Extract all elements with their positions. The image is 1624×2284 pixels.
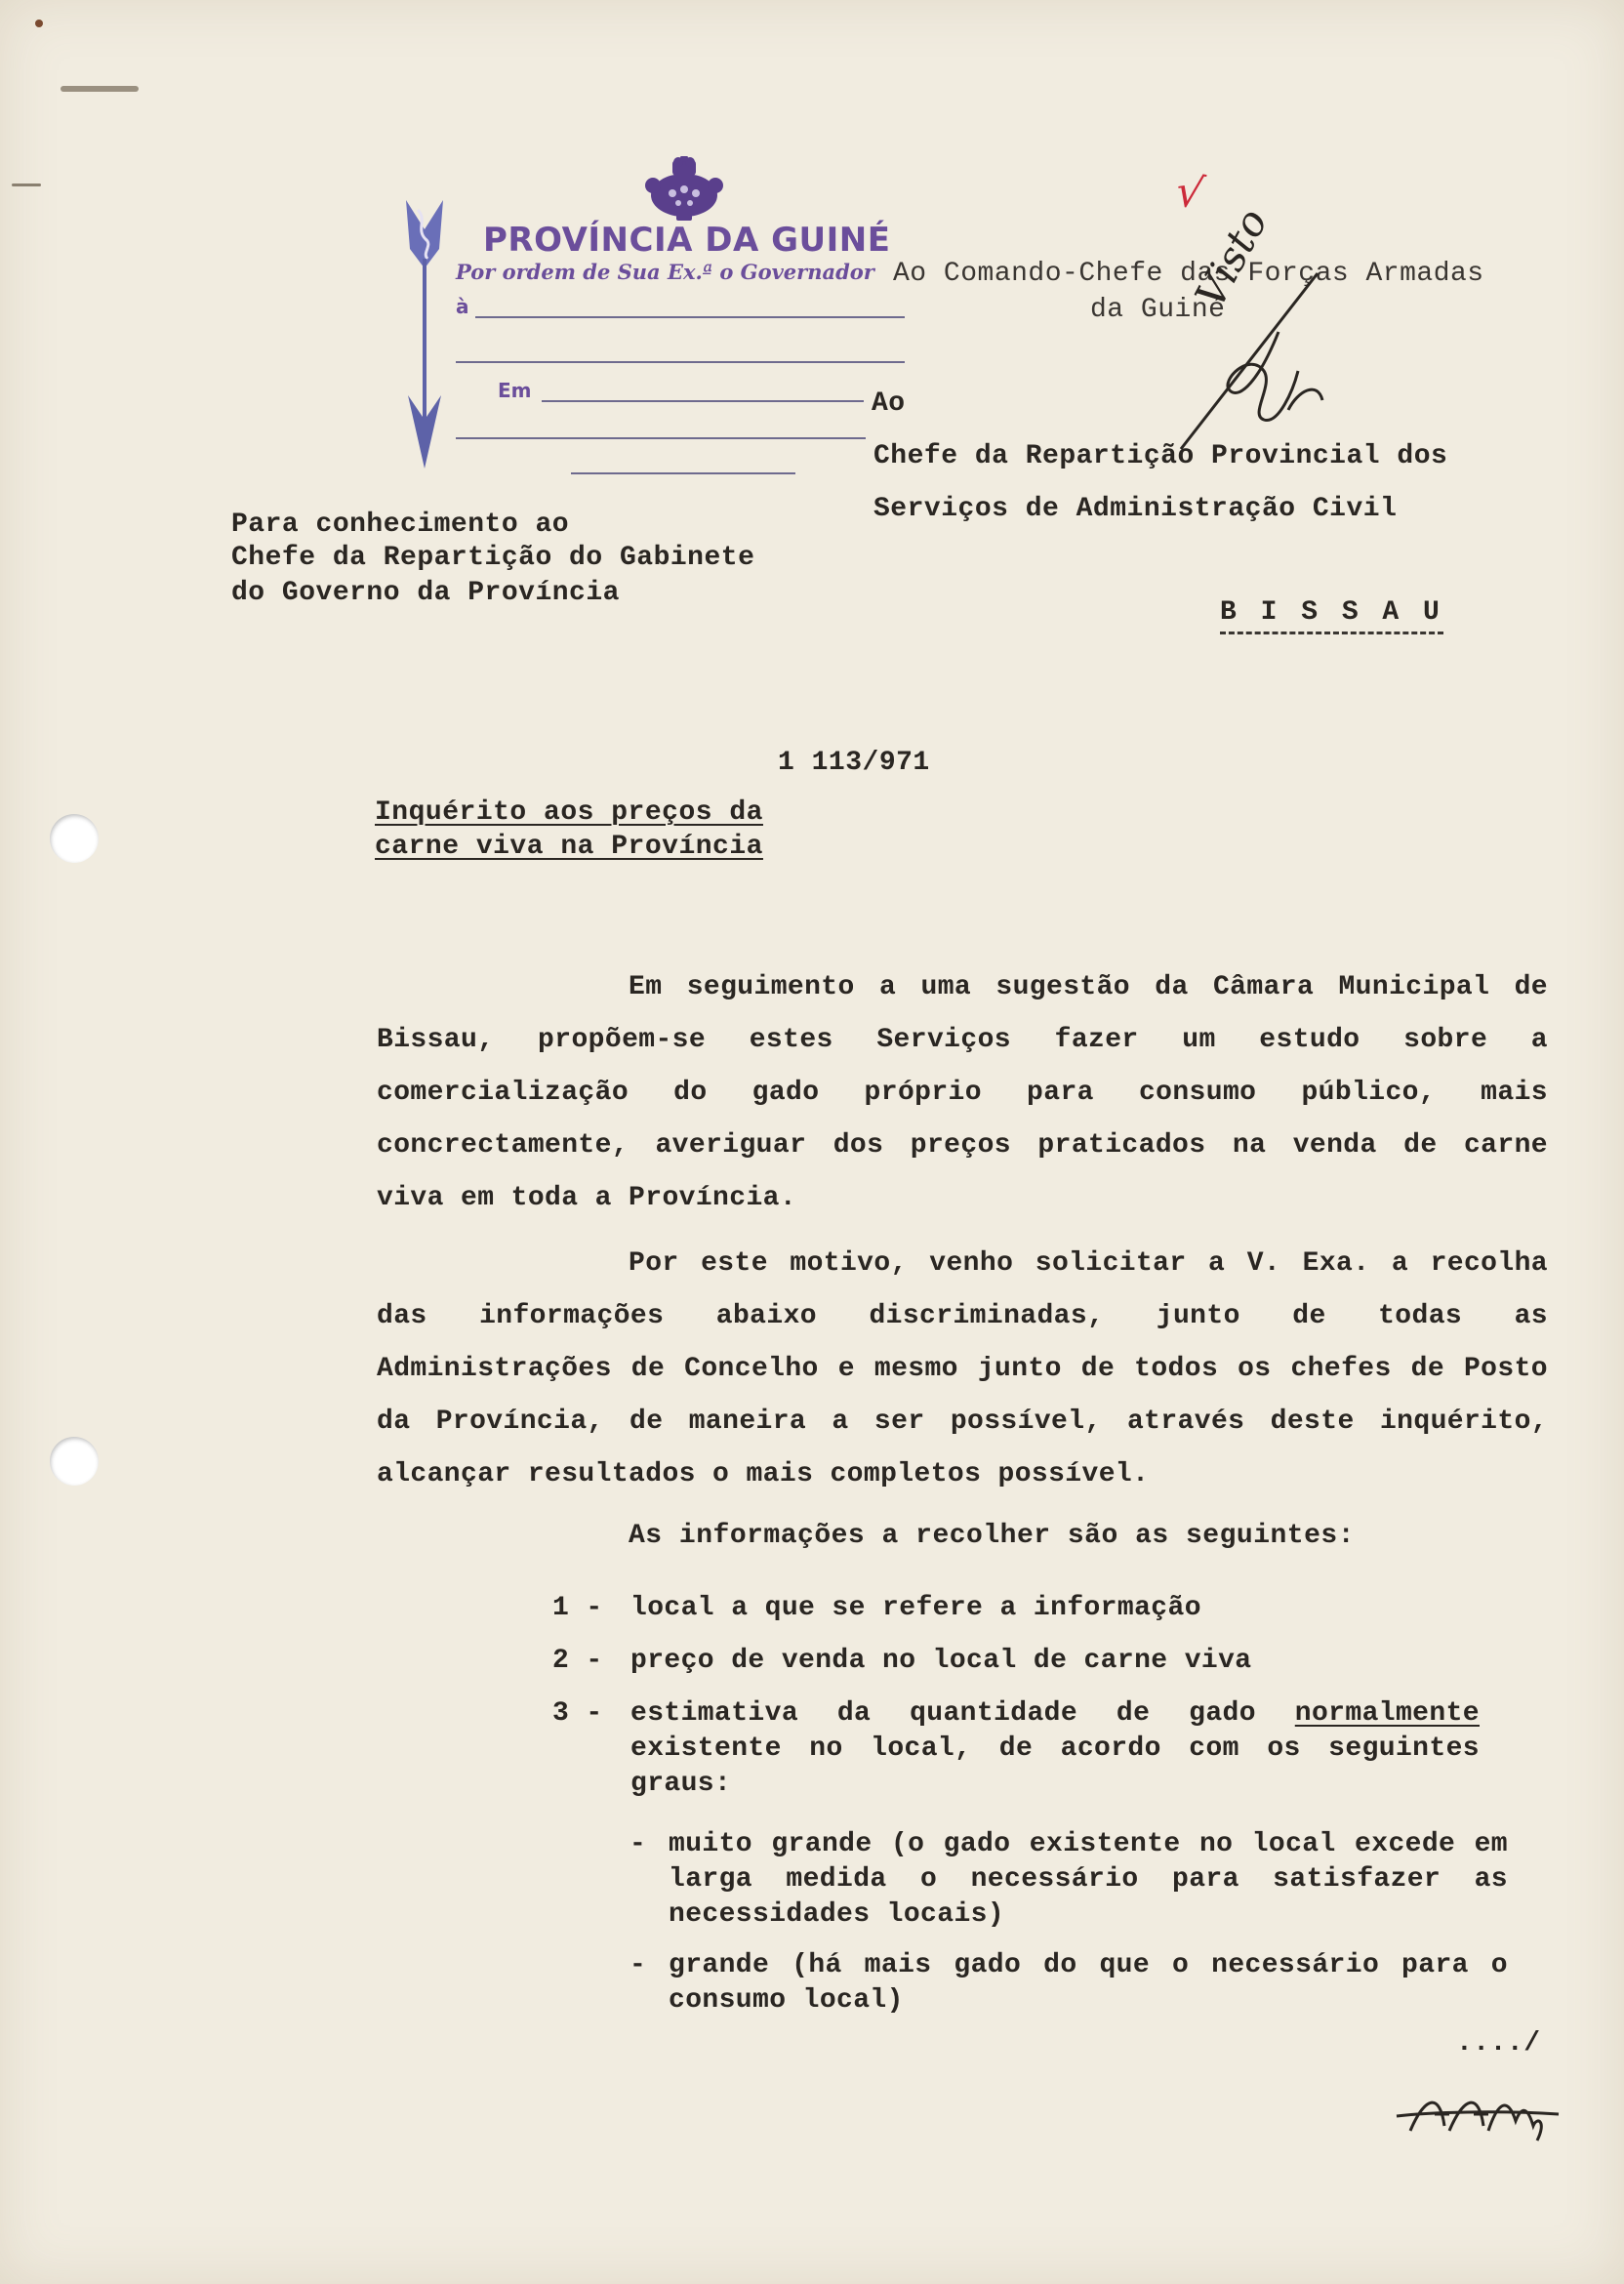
stain — [12, 184, 41, 186]
punch-hole — [50, 1437, 99, 1486]
sub-item-muito-grande: - muito grande (o gado existente no local excede em larga medida o necessário para satisfazer as necessidades locais) — [629, 1829, 1508, 1930]
handwritten-signature-icon — [1171, 244, 1347, 459]
addressee-city: B I S S A U — [1220, 597, 1443, 634]
addressee-secondary-line2: Serviços de Administração Civil — [873, 494, 1398, 524]
addressee-primary-line2: da Guiné — [1090, 295, 1226, 325]
handwritten-visto: Visto — [1186, 200, 1278, 316]
handwritten-initials-icon — [1391, 2077, 1566, 2145]
addressee-secondary-line1: Chefe da Repartição Provincial dos — [873, 441, 1448, 471]
stamp-rule — [456, 437, 866, 439]
stain — [35, 20, 43, 27]
stamp-rule — [542, 400, 864, 402]
stamp-title: PROVÍNCIA DA GUINÉ — [483, 221, 891, 260]
stamp-rule — [475, 316, 905, 318]
addressee-primary-line1: Ao Comando-Chefe das Forças Armadas — [893, 259, 1484, 289]
list-item-1: 1 - local a que se refere a informação — [552, 1593, 1201, 1623]
coat-of-arms-icon — [639, 156, 729, 223]
body-paragraph-3: As informações a recolher são as seguintes: — [629, 1521, 1356, 1551]
body-paragraph-2: Por este motivo, venho solicitar a V. Exa. a recolha das informações abaixo discriminadas, junto de todas as Administrações de Concelho e mesmo junto de todos os chefes de Posto da Província, de maneira a ser possível, através deste inquérito, alcançar resultados o mais completos possível. — [377, 1248, 1548, 1489]
punch-hole — [50, 814, 99, 863]
stain — [61, 86, 139, 92]
ao-label: Ao — [872, 388, 906, 419]
stamp-a-label: à — [456, 295, 469, 318]
stamp-rule — [456, 361, 905, 363]
body-paragraph-1: Em seguimento a uma sugestão da Câmara Municipal de Bissau, propõem-se estes Serviços fazer um estudo sobre a comercialização do gado próprio para consumo público, mais concrectamente, averiguar dos preços praticados na venda de carne viva em toda a Província. — [377, 972, 1548, 1213]
cc-line1: Para conhecimento ao — [231, 510, 570, 540]
red-check-mark: √ — [1171, 165, 1208, 221]
cc-line2: Chefe da Repartição do Gabinete — [231, 543, 755, 573]
subject-line2: carne viva na Província — [375, 832, 763, 862]
cc-line3: do Governo da Província — [231, 578, 620, 608]
stamp-arrow-icon — [400, 200, 449, 473]
list-item-3: 3 - estimativa da quantidade de gado normalmente existente no local, de acordo com os seguintes graus: — [552, 1698, 1480, 1799]
continuation-mark: ..../ — [1456, 2028, 1541, 2059]
stamp-rule — [571, 472, 795, 474]
list-item-2: 2 - preço de venda no local de carne viva — [552, 1646, 1252, 1676]
reference-number: 1 113/971 — [778, 748, 930, 778]
subject-line1: Inquérito aos preços da — [375, 797, 763, 828]
sub-item-grande: - grande (há mais gado do que o necessário para o consumo local) — [629, 1950, 1508, 2016]
stamp-em-label: Em — [498, 379, 532, 402]
stamp-order-line: Por ordem de Sua Ex.ª o Governador — [456, 260, 874, 284]
